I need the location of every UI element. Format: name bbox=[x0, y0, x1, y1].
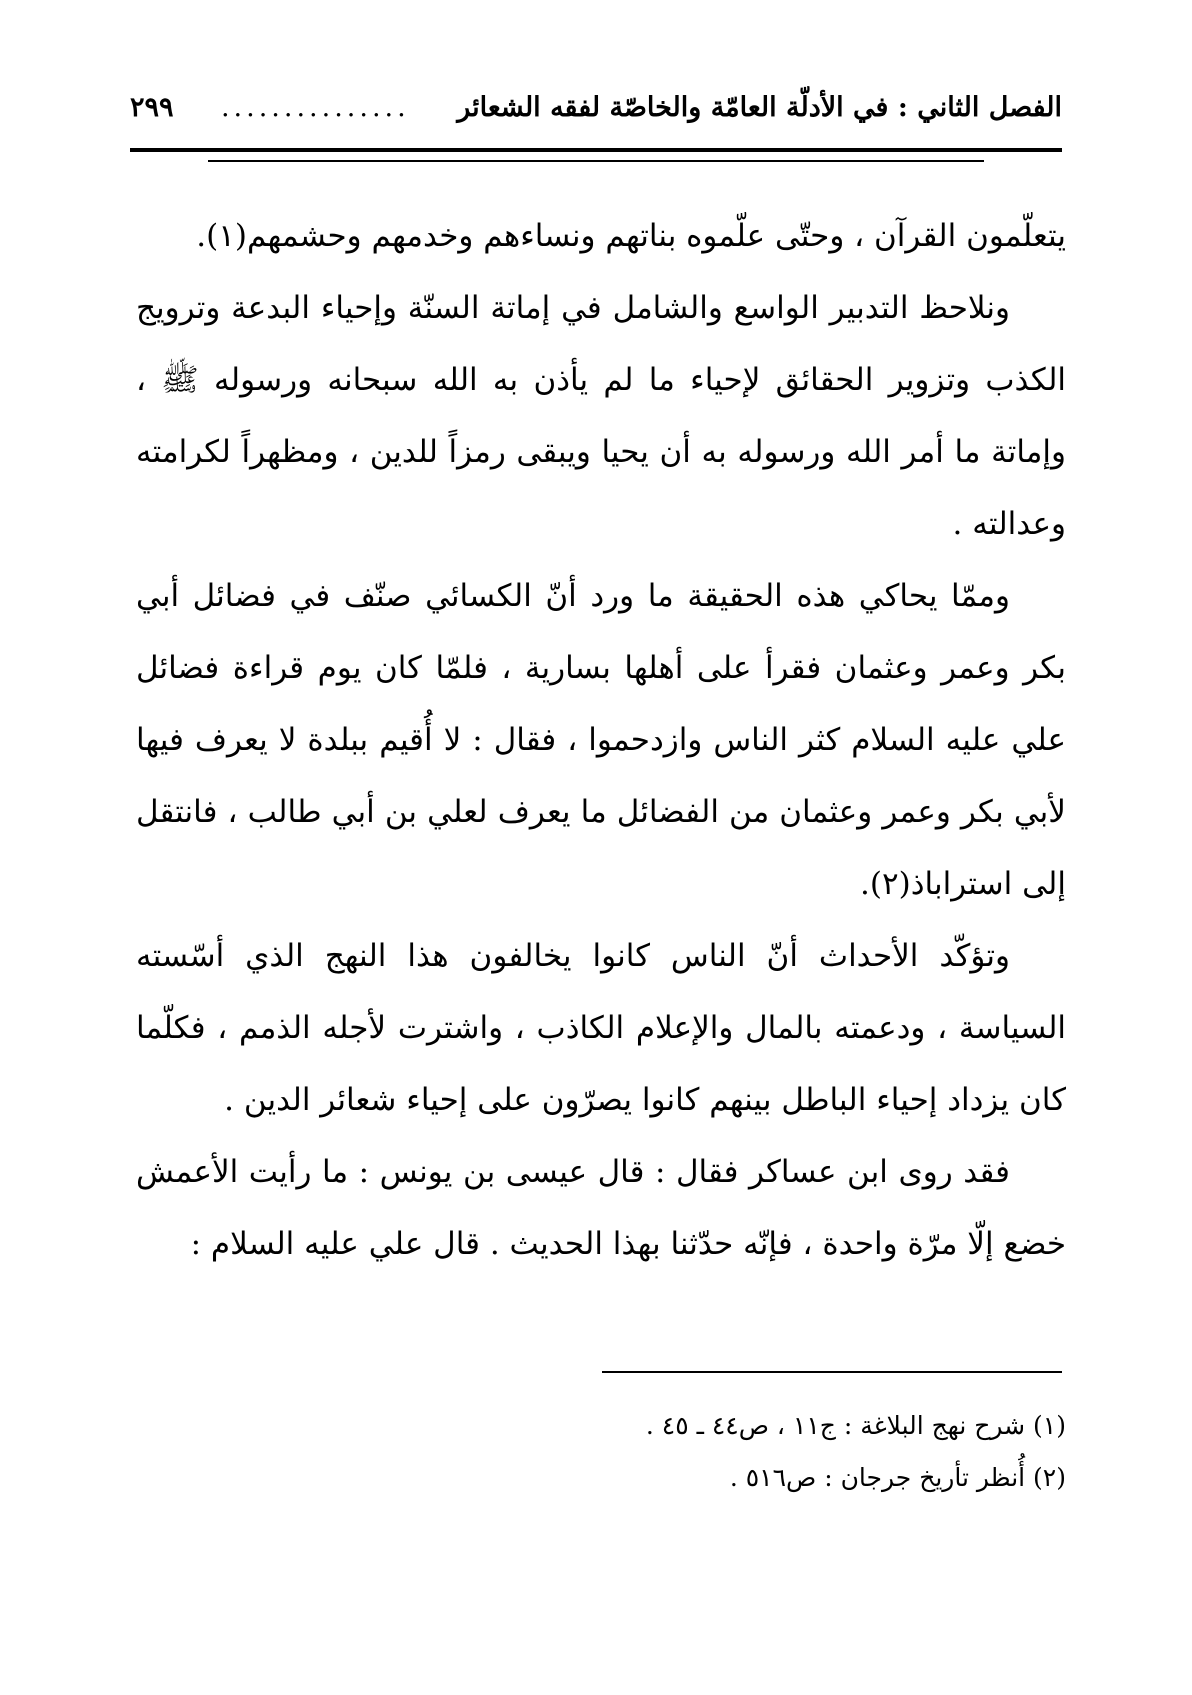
running-header bbox=[130, 82, 1062, 132]
page-number: ٢٩٩ bbox=[130, 91, 174, 123]
paragraph: وممّا يحاكي هذه الحقيقة ما ورد أنّ الكسائي صنّف في فضائل أبي بكر وعمر وعثمان فقرأ على أهلها بسارية ، فلمّا كان يوم قراءة فضائل علي عليه السلام كثر الناس وازدحموا ، فقال : لا أُقيم ببلدة لا يعرف فيها لأبي بكر وعمر وعثمان من الفضائل ما يعرف لعلي بن أبي طالب ، فانتقل إلى استراباذ(٢). bbox=[136, 578, 1066, 902]
header-rule-thick bbox=[130, 148, 1062, 152]
footnote-item: (١) شرح نهج البلاغة : ج١١ ، ص٤٤ ـ ٤٥ . bbox=[645, 1411, 1066, 1440]
body-text bbox=[136, 200, 1066, 1280]
paragraph: فقد روى ابن عساكر فقال : قال عيسى بن يونس : ما رأيت الأعمش خضع إلّا مرّة واحدة ، فإنّه حدّثنا بهذا الحديث . قال علي عليه السلام : bbox=[136, 1154, 1066, 1262]
header-dot-leader: ............... bbox=[220, 91, 410, 123]
header-rule-thin bbox=[208, 160, 984, 162]
paragraph: ونلاحظ التدبير الواسع والشامل في إماتة السنّة وإحياء البدعة وترويج الكذب وتزوير الحقائق لإحياء ما لم يأذن به الله سبحانه ورسوله ﷺ ، وإماتة ما أمر الله ورسوله به أن يحيا ويبقى رمزاً للدين ، ومظهراً لكرامته وعدالته . bbox=[136, 290, 1066, 542]
header-title: الفصل الثاني : في الأدلّة العامّة والخاصّة لفقه الشعائر bbox=[457, 91, 1062, 123]
paragraph: وتؤكّد الأحداث أنّ الناس كانوا يخالفون هذا النهج الذي أسّسته السياسة ، ودعمته بالمال والإعلام الكاذب ، واشترت لأجله الذمم ، فكلّما كان يزداد إحياء الباطل بينهم كانوا يصرّون على إحياء شعائر الدين . bbox=[136, 938, 1066, 1118]
footnote-item: (٢) أُنظر تأريخ جرجان : ص٥١٦ . bbox=[729, 1463, 1066, 1492]
footnotes bbox=[136, 1400, 1066, 1504]
footnote-separator bbox=[602, 1371, 1062, 1373]
paragraph: يتعلّمون القرآن ، وحتّى علّموه بناتهم ونساءهم وخدمهم وحشمهم(١). bbox=[196, 218, 1066, 254]
